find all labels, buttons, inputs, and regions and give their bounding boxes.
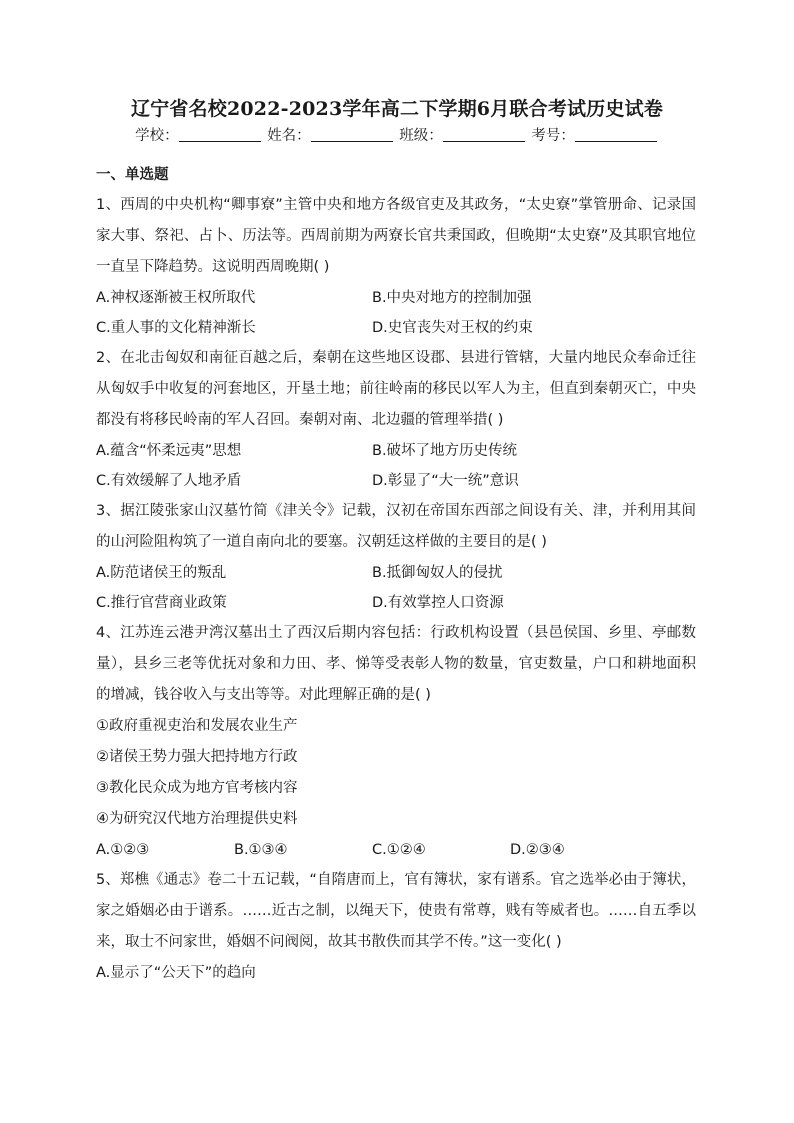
- option-d[interactable]: D.②③④: [510, 842, 565, 858]
- option-c[interactable]: C.推行官营商业政策: [96, 595, 227, 611]
- option-row: [96, 313, 696, 343]
- option-d[interactable]: D.有效掌控人口资源: [372, 595, 504, 611]
- exam-number-label: 考号：: [531, 128, 575, 144]
- class-label: 班级：: [399, 128, 443, 144]
- option-row: [96, 466, 696, 496]
- option-c[interactable]: C.①②④: [372, 842, 426, 858]
- question-1: [96, 190, 696, 343]
- name-label: 姓名：: [267, 128, 311, 144]
- option-row: [96, 558, 696, 588]
- option-a[interactable]: A.显示了“公天下”的趋向: [96, 965, 256, 981]
- questions-body: [96, 160, 696, 988]
- exam-title: 辽宁省名校2022-2023学年高二下学期6月联合考试历史试卷: [130, 98, 664, 120]
- option-a[interactable]: A.神权逐渐被王权所取代: [96, 290, 256, 306]
- option-row: [96, 588, 696, 618]
- option-b[interactable]: B.①③④: [234, 842, 288, 858]
- question-3: [96, 496, 696, 618]
- school-label: 学校：: [135, 128, 179, 144]
- option-b[interactable]: B.中央对地方的控制加强: [372, 290, 532, 306]
- name-blank[interactable]: [311, 126, 393, 142]
- student-info-line: [0, 124, 794, 148]
- question-5: [96, 865, 696, 988]
- question-4: [96, 618, 696, 865]
- class-blank[interactable]: [443, 126, 525, 142]
- question-stem: 1、西周的中央机构“卿事寮”主管中央和地方各级官吏及其政务，“太史寮”掌管册命、记录国家大事、祭祀、占卜、历法等。西周前期为两寮长官共秉国政，但晚期“太史寮”及其职官地位一直呈下降趋势。这说明西周晚期( ): [96, 197, 696, 275]
- question-2: [96, 343, 696, 496]
- question-stem: 4、江苏连云港尹湾汉墓出土了西汉后期内容包括：行政机构设置（县邑侯国、乡里、亭邮数量），县乡三老等优抚对象和力田、孝、悌等受表彰人物的数量，官吏数量，户口和耕地面积的增减，钱谷收入与支出等等。对此理解正确的是( ): [96, 625, 696, 703]
- statement-item-4: ④为研究汉代地方治理提供史料: [96, 811, 298, 827]
- section-heading: 一、单选题: [96, 166, 169, 183]
- option-row: [96, 436, 696, 466]
- option-b[interactable]: B.破坏了地方历史传统: [372, 443, 518, 459]
- school-blank[interactable]: [179, 126, 261, 142]
- option-d[interactable]: D.史官丧失对王权的约束: [372, 320, 533, 336]
- option-c[interactable]: C.有效缓解了人地矛盾: [96, 473, 242, 489]
- question-stem: 3、据江陵张家山汉墓竹简《津关令》记载，汉初在帝国东西部之间设有关、津，并利用其间的山河险阻构筑了一道自南向北的要塞。汉朝廷这样做的主要目的是( ): [96, 503, 696, 550]
- exam-number-blank[interactable]: [575, 126, 657, 142]
- option-a[interactable]: A.①②③: [96, 842, 150, 858]
- option-a[interactable]: A.蕴含“怀柔远夷”思想: [96, 443, 242, 459]
- option-d[interactable]: D.彰显了“大一统”意识: [372, 473, 519, 489]
- statement-item-1: ①政府重视吏治和发展农业生产: [96, 718, 298, 734]
- question-stem: 2、在北击匈奴和南征百越之后，秦朝在这些地区设郡、县进行管辖，大量内地民众奉命迁往从匈奴手中收复的河套地区，开垦土地；前往岭南的移民以军人为主，但直到秦朝灭亡，中央都没有将移民岭南的军人召回。秦朝对南、北边疆的管理举措( ): [96, 350, 696, 428]
- statement-item-2: ②诸侯王势力强大把持地方行政: [96, 749, 298, 765]
- option-c[interactable]: C.重人事的文化精神渐长: [96, 320, 256, 336]
- option-a[interactable]: A.防范诸侯王的叛乱: [96, 565, 227, 581]
- statement-item-3: ③教化民众成为地方官考核内容: [96, 780, 298, 796]
- option-row: [96, 283, 696, 313]
- question-stem: 5、郑樵《通志》卷二十五记载，“自隋唐而上，官有簿状，家有谱系。官之选举必由于簿状，家之婚姻必由于谱系。……近古之制，以绳天下，使贵有常尊，贱有等威者也。……自五季以来，取士不问家世，婚姻不问阀阅，故其书散佚而其学不传。”这一变化( ): [96, 872, 696, 950]
- option-b[interactable]: B.抵御匈奴人的侵扰: [372, 565, 503, 581]
- option-row: [96, 835, 696, 865]
